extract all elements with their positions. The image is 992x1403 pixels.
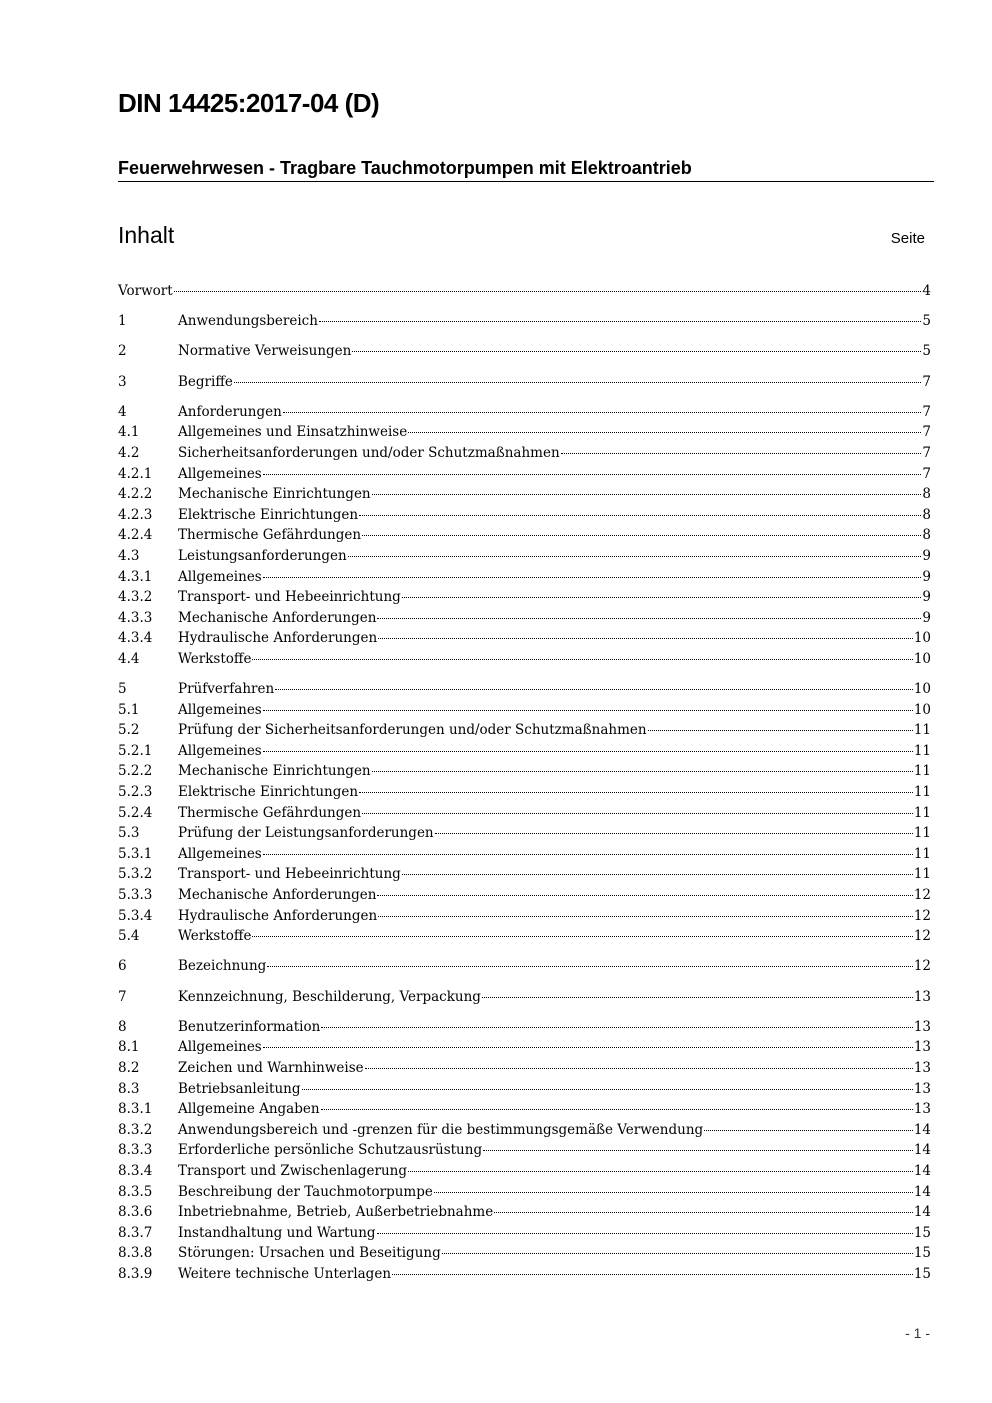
- toc-entry-page: 15: [913, 1245, 931, 1262]
- toc-entry-page: 10: [913, 630, 931, 647]
- toc-entry[interactable]: [118, 443, 931, 464]
- toc-entry-title: Mechanische Einrichtungen: [178, 763, 371, 780]
- toc-entry-number: 4: [118, 403, 127, 420]
- toc-entry-title: Allgemeines: [178, 845, 262, 862]
- toc-dot-leader: [252, 659, 912, 660]
- toc-entry-number: 4.3: [118, 547, 140, 564]
- toc-dot-leader: [362, 535, 921, 536]
- toc-dot-leader: [359, 515, 921, 516]
- toc-entry-number: 8.3.9: [118, 1265, 153, 1282]
- toc-entry-number: 8.3.8: [118, 1245, 153, 1262]
- toc-dot-leader: [482, 997, 913, 998]
- toc-entry-title: Anwendungsbereich und -grenzen für die bestimmungsgemäße Verwendung: [178, 1121, 704, 1138]
- toc-entry-title: Allgemeines: [178, 742, 262, 759]
- toc-entry-page: 12: [913, 887, 931, 903]
- toc-entry[interactable]: [118, 464, 931, 485]
- toc-entry-page: 14: [913, 1204, 931, 1221]
- toc-entry-title: Allgemeines: [178, 701, 262, 718]
- toc-entry[interactable]: [118, 1017, 931, 1038]
- toc-entry-number: 8.3.7: [118, 1224, 153, 1241]
- toc-entry[interactable]: [118, 926, 931, 947]
- toc-entry-number: 4.3.3: [118, 609, 153, 626]
- toc-entry-page: 14: [913, 1142, 931, 1159]
- toc-entry[interactable]: [118, 1223, 931, 1244]
- toc-entry-number: 8.3: [118, 1080, 140, 1097]
- toc-entry-title: Hydraulische Anforderungen: [178, 630, 378, 647]
- toc-entry-number: 8.3.5: [118, 1183, 153, 1200]
- toc-entry-page: 9: [922, 547, 931, 564]
- toc-entry-number: 4.2.3: [118, 506, 153, 523]
- toc-entry[interactable]: [118, 422, 931, 443]
- toc-dot-leader: [263, 577, 922, 578]
- toc-dot-leader: [392, 1274, 913, 1275]
- toc-entry-title: Thermische Gefährdungen: [178, 527, 362, 544]
- toc-entry[interactable]: [118, 864, 931, 885]
- toc-dot-leader: [362, 813, 913, 814]
- toc-entry-page: 7: [922, 373, 931, 390]
- toc-dot-leader: [348, 556, 922, 557]
- toc-entry[interactable]: [118, 741, 931, 762]
- toc-entry-page: 11: [913, 784, 931, 801]
- toc-dot-leader: [561, 453, 922, 454]
- toc-entry-page: 14: [913, 1162, 931, 1179]
- toc-entry-page: 11: [913, 804, 931, 821]
- toc-entry-number: 4.2.2: [118, 486, 153, 503]
- toc-entry-title: Allgemeines: [178, 465, 262, 482]
- table-of-contents: [118, 281, 931, 1284]
- toc-dot-leader: [263, 474, 922, 475]
- toc-entry-number: 5.3.3: [118, 887, 153, 903]
- toc-dot-leader: [359, 792, 913, 793]
- toc-entry-number: 5.4: [118, 928, 140, 945]
- toc-entry-number: 5.3: [118, 825, 140, 842]
- toc-entry-number: 4.3.1: [118, 568, 153, 585]
- toc-entry-page: 11: [913, 722, 931, 739]
- toc-entry-number: 4.3.2: [118, 589, 153, 606]
- toc-entry[interactable]: [118, 372, 931, 393]
- toc-entry-number: 5.1: [118, 701, 140, 718]
- toc-entry-number: 8.2: [118, 1059, 140, 1076]
- toc-dot-leader: [174, 291, 922, 292]
- toc-entry[interactable]: [118, 311, 931, 332]
- toc-entry-number: 8.3.2: [118, 1121, 153, 1138]
- toc-entry-page: 14: [913, 1183, 931, 1200]
- toc-dot-leader: [267, 966, 913, 967]
- toc-entry-title: Werkstoffe: [178, 650, 252, 667]
- toc-entry[interactable]: [118, 1182, 931, 1203]
- toc-entry[interactable]: [118, 546, 931, 567]
- toc-entry-title: Transport und Zwischenlagerung: [178, 1162, 407, 1179]
- toc-dot-leader: [442, 1253, 913, 1254]
- toc-entry-page: 9: [922, 568, 931, 585]
- toc-entry-page: 7: [922, 403, 931, 420]
- toc-entry[interactable]: [118, 700, 931, 721]
- toc-entry-number: 4.2.1: [118, 465, 153, 482]
- toc-entry-page: 11: [913, 763, 931, 780]
- toc-entry-title: Allgemeine Angaben: [178, 1101, 320, 1118]
- toc-entry[interactable]: [118, 1243, 931, 1264]
- toc-entry-title: Betriebsanleitung: [178, 1080, 301, 1097]
- toc-entry[interactable]: [118, 628, 931, 649]
- toc-entry-number: 4.2.4: [118, 527, 153, 544]
- toc-entry-title: Transport- und Hebeeinrichtung: [178, 589, 401, 606]
- toc-entry[interactable]: [118, 885, 931, 906]
- toc-entry-page: 8: [922, 527, 931, 544]
- toc-entry-title: Zeichen und Warnhinweise: [178, 1059, 364, 1076]
- toc-entry-page: 10: [913, 650, 931, 667]
- toc-entry-title: Prüfung der Leistungsanforderungen: [178, 825, 434, 842]
- toc-dot-leader: [408, 432, 921, 433]
- toc-entry-title: Werkstoffe: [178, 928, 252, 945]
- toc-entry-page: 7: [922, 424, 931, 441]
- toc-entry[interactable]: [118, 587, 931, 608]
- toc-entry-title: Begriffe: [178, 373, 233, 390]
- toc-entry-title: Prüfung der Sicherheitsanforderungen und/oder Schutzmaßnahmen: [178, 722, 647, 739]
- toc-entry-number: 5.2: [118, 722, 140, 739]
- toc-entry-page: 13: [913, 1018, 931, 1035]
- toc-entry[interactable]: [118, 679, 931, 700]
- toc-entry-title: Weitere technische Unterlagen: [178, 1265, 392, 1282]
- document-title: DIN 14425:2017-04 (D): [118, 88, 380, 118]
- toc-entry-number: 8.3.6: [118, 1204, 153, 1221]
- toc-entry-title: Mechanische Einrichtungen: [178, 486, 371, 503]
- toc-entry-number: 8.3.4: [118, 1162, 153, 1179]
- toc-entry[interactable]: [118, 906, 931, 927]
- toc-dot-leader: [377, 895, 912, 896]
- toc-entry[interactable]: [118, 608, 931, 629]
- toc-entry-title: Hydraulische Anforderungen: [178, 907, 378, 924]
- toc-entry-title: Instandhaltung und Wartung: [178, 1224, 376, 1241]
- toc-entry-title: Allgemeines: [178, 1039, 262, 1056]
- toc-dot-leader: [275, 689, 913, 690]
- toc-dot-leader: [402, 874, 913, 875]
- toc-entry-number: 5.2.1: [118, 742, 153, 759]
- toc-heading: Inhalt: [118, 222, 175, 248]
- toc-dot-leader: [234, 382, 922, 383]
- toc-entry[interactable]: [118, 1099, 931, 1120]
- toc-entry-number: 5.2.4: [118, 804, 153, 821]
- toc-entry-title: Allgemeines: [178, 568, 262, 585]
- toc-dot-leader: [319, 321, 921, 322]
- toc-dot-leader: [302, 1089, 913, 1090]
- toc-entry-number: 4.1: [118, 424, 140, 441]
- toc-entry[interactable]: [118, 823, 931, 844]
- toc-entry-page: 12: [913, 928, 931, 945]
- toc-entry-title: Transport- und Hebeeinrichtung: [178, 866, 401, 883]
- toc-dot-leader: [263, 1047, 913, 1048]
- toc-entry[interactable]: [118, 505, 931, 526]
- toc-dot-leader: [352, 351, 921, 352]
- toc-dot-leader: [377, 618, 921, 619]
- toc-dot-leader: [435, 833, 913, 834]
- toc-entry-title: Sicherheitsanforderungen und/oder Schutzmaßnahmen: [178, 444, 560, 461]
- toc-entry-number: 5.3.4: [118, 907, 153, 924]
- toc-dot-leader: [321, 1027, 913, 1028]
- toc-dot-leader: [263, 751, 913, 752]
- toc-entry-title: Inbetriebnahme, Betrieb, Außerbetriebnahme: [178, 1204, 494, 1221]
- toc-entry-page: 4: [922, 283, 931, 299]
- toc-entry-number: 5.2.2: [118, 763, 153, 780]
- toc-dot-leader: [372, 494, 922, 495]
- toc-entry-page: 12: [913, 907, 931, 924]
- toc-entry-number: 7: [118, 988, 127, 1005]
- toc-entry-number: 8: [118, 1018, 127, 1035]
- toc-dot-leader: [377, 1233, 913, 1234]
- toc-entry-page: 11: [913, 866, 931, 883]
- toc-entry[interactable]: [118, 402, 931, 423]
- toc-entry-title: Mechanische Anforderungen: [178, 609, 377, 626]
- toc-entry-page: 9: [922, 609, 931, 626]
- toc-entry[interactable]: [118, 761, 931, 782]
- toc-entry-page: 13: [913, 1039, 931, 1056]
- toc-entry-number: 5.3.1: [118, 845, 153, 862]
- toc-entry[interactable]: [118, 782, 931, 803]
- toc-dot-leader: [434, 1192, 913, 1193]
- toc-entry-page: 7: [922, 465, 931, 482]
- toc-entry-title: Thermische Gefährdungen: [178, 804, 362, 821]
- toc-entry[interactable]: [118, 987, 931, 1008]
- toc-entry-title: Störungen: Ursachen und Beseitigung: [178, 1245, 441, 1262]
- toc-entry[interactable]: [118, 649, 931, 670]
- toc-dot-leader: [704, 1130, 913, 1131]
- toc-entry-number: 5: [118, 681, 127, 698]
- toc-entry-page: 11: [913, 825, 931, 842]
- toc-entry-title: Kennzeichnung, Beschilderung, Verpackung: [178, 988, 481, 1005]
- toc-entry-number: 4.3.4: [118, 630, 153, 647]
- toc-entry-title: Anforderungen: [178, 403, 282, 420]
- toc-entry[interactable]: [118, 1264, 931, 1285]
- toc-entry-number: 1: [118, 313, 127, 330]
- toc-entry-page: 8: [922, 486, 931, 503]
- toc-entry-page: 5: [922, 313, 931, 330]
- toc-entry[interactable]: [118, 525, 931, 546]
- toc-entry-title: Bezeichnung: [178, 958, 267, 975]
- toc-entry-page: 13: [913, 988, 931, 1005]
- toc-entry-page: 10: [913, 681, 931, 698]
- toc-entry-page: 13: [913, 1059, 931, 1076]
- toc-entry-page: 11: [913, 845, 931, 862]
- toc-entry-page: 11: [913, 742, 931, 759]
- toc-dot-leader: [648, 730, 913, 731]
- toc-dot-leader: [494, 1212, 913, 1213]
- toc-dot-leader: [378, 638, 913, 639]
- toc-entry-title: Erforderliche persönliche Schutzausrüstung: [178, 1142, 483, 1159]
- toc-dot-leader: [408, 1171, 913, 1172]
- toc-entry-title: Prüfverfahren: [178, 681, 275, 698]
- toc-entry-number: 4.4: [118, 650, 140, 667]
- toc-entry[interactable]: [118, 1202, 931, 1223]
- toc-entry[interactable]: [118, 1058, 931, 1079]
- toc-dot-leader: [365, 1068, 913, 1069]
- toc-dot-leader: [483, 1150, 913, 1151]
- toc-dot-leader: [372, 771, 913, 772]
- toc-entry[interactable]: [118, 844, 931, 865]
- toc-entry-page: 10: [913, 701, 931, 718]
- document-subtitle: Feuerwehrwesen - Tragbare Tauchmotorpumpen mit Elektroantrieb: [118, 158, 934, 182]
- toc-entry-number: 8.3.3: [118, 1142, 153, 1159]
- toc-entry[interactable]: [118, 720, 931, 741]
- toc-entry-page: 13: [913, 1101, 931, 1118]
- toc-entry-title: Leistungsanforderungen: [178, 547, 347, 564]
- toc-entry-title: Vorwort: [118, 283, 173, 299]
- toc-entry[interactable]: [118, 567, 931, 588]
- toc-entry-number: 3: [118, 373, 127, 390]
- toc-entry[interactable]: [118, 341, 931, 362]
- toc-entry[interactable]: [118, 1120, 931, 1141]
- toc-entry-title: Elektrische Einrichtungen: [178, 784, 359, 801]
- toc-entry[interactable]: [118, 803, 931, 824]
- toc-dot-leader: [321, 1109, 913, 1110]
- toc-entry-title: Normative Verweisungen: [178, 343, 352, 360]
- toc-entry[interactable]: [118, 1161, 931, 1182]
- toc-entry-number: 4.2: [118, 444, 140, 461]
- toc-page-column-label: Seite: [890, 230, 925, 247]
- toc-dot-leader: [283, 412, 922, 413]
- toc-entry-page: 15: [913, 1265, 931, 1282]
- toc-entry-number: 8.3.1: [118, 1101, 153, 1118]
- toc-entry-title: Elektrische Einrichtungen: [178, 506, 359, 523]
- toc-entry-number: 5.2.3: [118, 784, 153, 801]
- toc-entry[interactable]: [118, 956, 931, 977]
- toc-entry-page: 14: [913, 1121, 931, 1138]
- toc-entry-title: Beschreibung der Tauchmotorpumpe: [178, 1183, 433, 1200]
- toc-dot-leader: [263, 710, 913, 711]
- toc-entry-page: 7: [922, 444, 931, 461]
- toc-entry-title: Mechanische Anforderungen: [178, 887, 377, 903]
- toc-entry-number: 6: [118, 958, 127, 975]
- toc-entry-page: 12: [913, 958, 931, 975]
- toc-entry[interactable]: [118, 1140, 931, 1161]
- toc-entry[interactable]: [118, 484, 931, 505]
- toc-entry-page: 5: [922, 343, 931, 360]
- toc-entry-number: 2: [118, 343, 127, 360]
- toc-entry[interactable]: [118, 281, 931, 302]
- toc-entry-page: 9: [922, 589, 931, 606]
- toc-dot-leader: [263, 854, 913, 855]
- toc-entry-title: Benutzerinformation: [178, 1018, 321, 1035]
- toc-entry-page: 8: [922, 506, 931, 523]
- toc-entry-page: 13: [913, 1080, 931, 1097]
- toc-entry-page: 15: [913, 1224, 931, 1241]
- toc-dot-leader: [252, 936, 912, 937]
- toc-entry-title: Allgemeines und Einsatzhinweise: [178, 424, 408, 441]
- toc-entry-number: 8.1: [118, 1039, 140, 1056]
- toc-entry-title: Anwendungsbereich: [178, 313, 318, 330]
- toc-entry-number: 5.3.2: [118, 866, 153, 883]
- toc-entry[interactable]: [118, 1037, 931, 1058]
- toc-entry[interactable]: [118, 1079, 931, 1100]
- page-number: - 1 -: [905, 1325, 930, 1341]
- toc-dot-leader: [402, 597, 922, 598]
- toc-dot-leader: [378, 916, 913, 917]
